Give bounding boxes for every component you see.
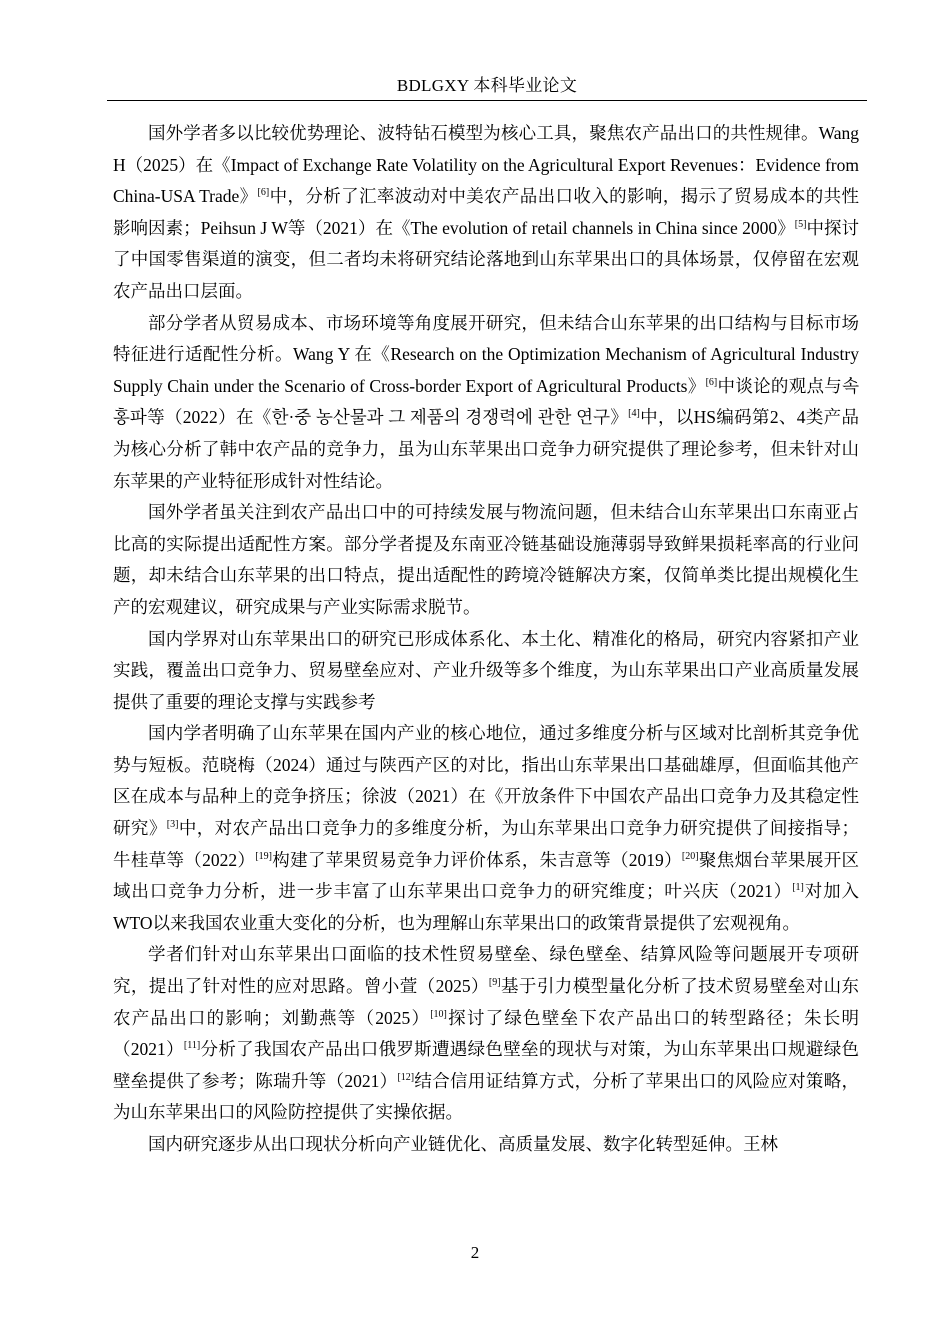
page-number: 2: [470, 1243, 480, 1262]
citation-marker: [6]: [705, 376, 718, 388]
running-header: BDLGXY 本科毕业论文: [396, 76, 578, 95]
paragraph: [113, 118, 859, 308]
paragraph-text: 结合信用证结算方式，分析了苹果出口的风险应对策略，为山东苹果出口的风险防控提供了实操依据。: [113, 1070, 860, 1123]
paragraph-text: 聚焦烟台苹果展开区域出口竞争力分析，进一步丰富了山东苹果出口竞争力的研究维度；叶兴庆（2021）: [113, 849, 860, 902]
header-divider: [107, 100, 867, 101]
paragraph-text: 国内研究逐步从出口现状分析向产业链优化、高质量发展、数字化转型延伸。王林: [148, 1134, 778, 1154]
citation-marker: [19]: [255, 850, 272, 862]
paragraph-text: 探讨了绿色壁垒下农产品出口的转型路径；朱长明（2021）: [113, 1007, 860, 1060]
paragraph: [113, 308, 859, 498]
citation-marker: [4]: [628, 408, 640, 420]
citation-marker: [9]: [488, 977, 501, 989]
paragraph-text: 国外学者多以比较优势理论、波特钻石模型为核心工具，聚焦农产品出口的共性规律。Wang H（2025）在《Impact of Exchange Rate Volatility on the Agricultural Export Revenues：Evidence from China-USA Trade》: [113, 123, 859, 207]
paragraph: [113, 624, 859, 719]
paragraph-text: 部分学者从贸易成本、市场环境等角度展开研究，但未结合山东苹果的出口结构与目标市场特征进行适配性分析。Wang Y 在《Research on the Optimization Mechanism of Agricultural Industry Supply Chain under the Scenario of Cross-border Export of Agricultural Products》: [113, 312, 859, 396]
paragraph-text: 中，对农产品出口竞争力的多维度分析，为山东苹果出口竞争力研究提供了间接指导；牛桂草等（2022）: [113, 818, 860, 870]
paragraph-text: 分析了我国农产品出口俄罗斯遭遇绿色壁垒的现状与对策，为山东苹果出口规避绿色壁垒提供了参考；陈瑞升等（2021）: [113, 1039, 860, 1091]
paragraph-text: 中，分析了汇率波动对中美农产品出口收入的影响，揭示了贸易成本的共性影响因素；Peihsun J W等（2021）在《The evolution of retail channels in China since 2000》: [113, 186, 860, 238]
paragraph-text: 中谈论的观点与속홍파等（2022）在《한·중 농산물과 그 제품의 경쟁력에 관한 연구》: [113, 375, 859, 428]
citation-marker: [1]: [792, 882, 804, 894]
paragraph-text: 学者们针对山东苹果出口面临的技术性贸易壁垒、绿色壁垒、结算风险等问题展开专项研究，提出了针对性的应对思路。曾小萱（2025）: [113, 944, 859, 997]
paragraph: [113, 718, 859, 939]
paragraph-text: 中探讨了中国零售渠道的演变，但二者均未将研究结论落地到山东苹果出口的具体场景，仅停留在宏观农产品出口层面。: [113, 217, 860, 301]
citation-marker: [6]: [257, 187, 270, 199]
paragraph: [113, 1129, 859, 1161]
paragraph-text: 构建了苹果贸易竞争力评价体系，朱吉意等（2019）: [271, 849, 682, 870]
paragraph-text: 基于引力模型量化分析了技术贸易壁垒对山东农产品出口的影响；刘勤燕等（2025）: [113, 976, 860, 1028]
citation-marker: [11]: [183, 1040, 201, 1052]
citation-marker: [10]: [430, 1008, 447, 1020]
paragraph-text: 中，以HS编码第2、4类产品为核心分析了韩中农产品的竞争力，虽为山东苹果出口竞争力研究提供了理论参考，但未针对山东苹果的产业特征形成针对性结论。: [113, 407, 859, 491]
body-text: [113, 118, 859, 1161]
paragraph-text: 国内学者明确了山东苹果在国内产业的核心地位，通过多维度分析与区域对比剖析其竞争优势与短板。范晓梅（2024）通过与陕西产区的对比，指出山东苹果出口基础雄厚，但面临其他产区在成本与品种上的竞争挤压；徐波（2021）在《开放条件下中国农产品出口竞争力及其稳定性研究》: [113, 723, 859, 839]
paragraph: [113, 939, 859, 1129]
paragraph: [113, 497, 859, 623]
paragraph-text: 国外学者虽关注到农产品出口中的可持续发展与物流问题，但未结合山东苹果出口东南亚占比高的实际提出适配性方案。部分学者提及东南亚冷链基础设施薄弱导致鲜果损耗率高的行业问题，却未结合山东苹果的出口特点，提出适配性的跨境冷链解决方案，仅简单类比提出规模化生产的宏观建议，研究成果与产业实际需求脱节。: [113, 502, 859, 617]
paragraph-text: 国内学界对山东苹果出口的研究已形成体系化、本土化、精准化的格局，研究内容紧扣产业实践，覆盖出口竞争力、贸易壁垒应对、产业升级等多个维度，为山东苹果出口产业高质量发展提供了重要的理论支撑与实践参考: [113, 628, 859, 712]
paragraph-text: 对加入WTO以来我国农业重大变化的分析，也为理解山东苹果出口的政策背景提供了宏观视角。: [113, 881, 859, 933]
citation-marker: [5]: [794, 218, 807, 230]
citation-marker: [3]: [166, 819, 179, 831]
citation-marker: [20]: [681, 850, 699, 862]
citation-marker: [12]: [397, 1071, 415, 1083]
